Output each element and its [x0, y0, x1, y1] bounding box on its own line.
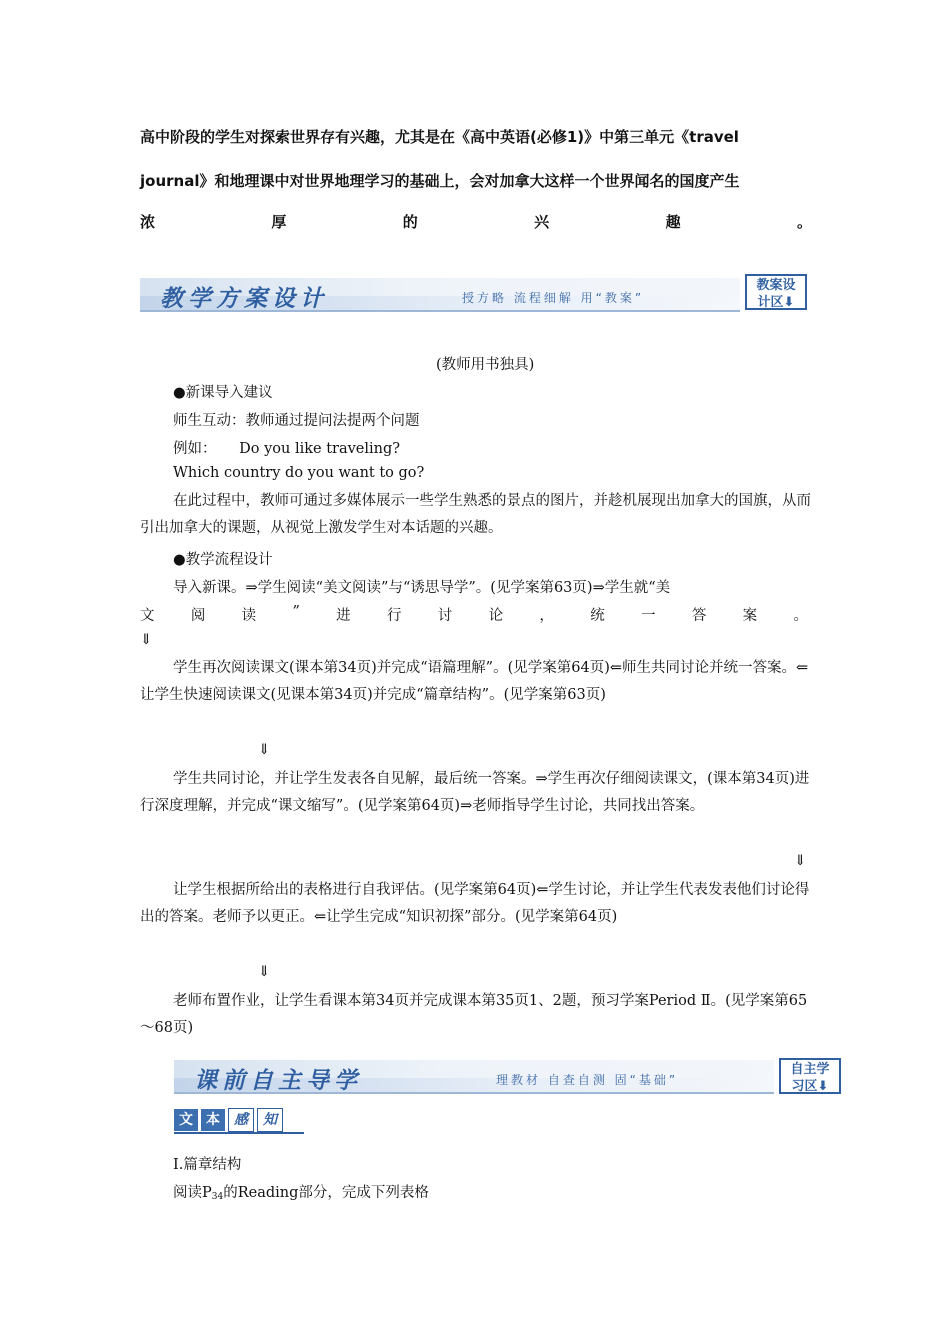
intro-char: 厚: [271, 213, 287, 231]
flow-step-1-line-1: 导入新课。⇒学生阅读“美文阅读”与“诱思导学”。(见学案第63页)⇒学生就“美: [173, 580, 671, 596]
flow-char: 案: [742, 608, 758, 624]
tag-char: 知: [257, 1108, 283, 1132]
flow-heading: ●教学流程设计: [173, 552, 273, 568]
structure-heading: Ⅰ.篇章结构: [173, 1157, 242, 1173]
lesson-design-badge[interactable]: [745, 274, 807, 310]
flow-char: 讨: [437, 608, 453, 624]
tag-char: 本: [201, 1109, 225, 1131]
flow-char: 一: [641, 608, 656, 624]
flow-step-4: 让学生根据所给出的表格进行自我评估。(见学案第64页)⇐学生讨论，并让学生代表发表他们讨论得出的答案。老师予以更正。⇐让学生完成“知识初探”部分。(见学案第64页): [140, 882, 810, 925]
down-arrow: ⇓: [258, 742, 271, 758]
flow-char: 行: [386, 608, 402, 624]
down-arrow: ⇓: [258, 964, 271, 980]
flow-char: 进: [336, 608, 351, 624]
flow-char: 文: [140, 608, 155, 624]
intro-char: 兴: [534, 213, 550, 231]
badge-line: 习区⬇: [791, 1079, 829, 1094]
flow-step-5: 老师布置作业，让学生看课本第34页并完成课本第35页1、2题，预习学案Period Ⅱ。(见学案第65～68页): [140, 993, 808, 1036]
question-1: Do you like traveling?: [239, 441, 401, 457]
intro-line-2: journal》和地理课中对世界地理学习的基础上，会对加拿大这样一个世界闻名的国度产生: [140, 172, 740, 190]
instr-text: 阅读P: [173, 1185, 212, 1201]
new-lesson-heading: ●新课导入建议: [173, 385, 273, 401]
instr-text: 的Reading部分，完成下列表格: [223, 1185, 429, 1201]
intro-line-3: [140, 211, 812, 232]
flow-char: 读: [241, 608, 257, 624]
example-label: 例如：: [173, 441, 217, 457]
badge-line: 计区⬇: [757, 295, 795, 310]
page-subscript: 34: [211, 1192, 224, 1202]
banner-subtitle: 理教材 自查自测 固“基础”: [496, 1073, 679, 1087]
example-line: [173, 437, 400, 458]
flow-step-1-line-2: [140, 604, 808, 625]
intro-char: 浓: [140, 213, 156, 231]
structure-instruction: [173, 1181, 429, 1202]
tag-char: 感: [228, 1108, 254, 1132]
flow-step-3: 学生共同讨论，并让学生发表各自见解，最后统一答案。⇒学生再次仔细阅读课文，(课本第34页)进行深度理解，并完成“课文缩写”。(见学案第64页)⇒老师指导学生讨论，共同找出答案。: [140, 771, 810, 814]
flow-char: 阅: [190, 608, 206, 624]
banner-title: 课前自主导学: [194, 1067, 362, 1094]
self-study-banner: [174, 1060, 774, 1094]
intro-line-1: 高中阶段的学生对探索世界存有兴趣，尤其是在《高中英语(必修1)》中第三单元《travel: [140, 128, 739, 146]
tag-char: 文: [174, 1109, 198, 1131]
banner-title: 教学方案设计: [160, 285, 328, 312]
flow-char: 统: [590, 608, 605, 624]
badge-line: 自主学: [790, 1062, 830, 1077]
interaction-text: 师生互动：教师通过提问法提两个问题: [173, 413, 420, 429]
question-2: Which country do you want to go?: [173, 465, 425, 481]
down-arrow: ⇓: [794, 853, 807, 869]
down-arrow: ⇓: [140, 632, 153, 648]
flow-char: 论: [488, 608, 504, 624]
flow-char: 答: [691, 608, 707, 624]
intro-char: 。: [796, 213, 812, 231]
lesson-design-banner: [140, 278, 740, 312]
flow-step-2: 学生再次阅读课文(课本第34页)并完成“语篇理解”。(见学案第64页)⇐师生共同讨论并统一答案。⇐让学生快速阅读课文(见课本第34页)并完成“篇章结构”。(见学案第63页): [140, 660, 809, 703]
flow-char: ”: [292, 604, 300, 620]
teacher-note: (教师用书独具): [436, 357, 535, 373]
self-study-badge[interactable]: [779, 1058, 841, 1094]
text-perception-tag: [174, 1108, 304, 1134]
badge-line: 教案设: [756, 278, 796, 293]
intro-char: 的: [402, 213, 418, 231]
flow-char: 。: [793, 608, 808, 624]
flow-char: ，: [539, 608, 554, 624]
new-lesson-paragraph: 在此过程中，教师可通过多媒体展示一些学生熟悉的景点的图片，并趁机展现出加拿大的国旗，从而引出加拿大的课题，从视觉上激发学生对本话题的兴趣。: [140, 493, 811, 536]
intro-char: 趣: [665, 213, 681, 231]
banner-subtitle: 授方略 流程细解 用“教案”: [462, 291, 645, 305]
